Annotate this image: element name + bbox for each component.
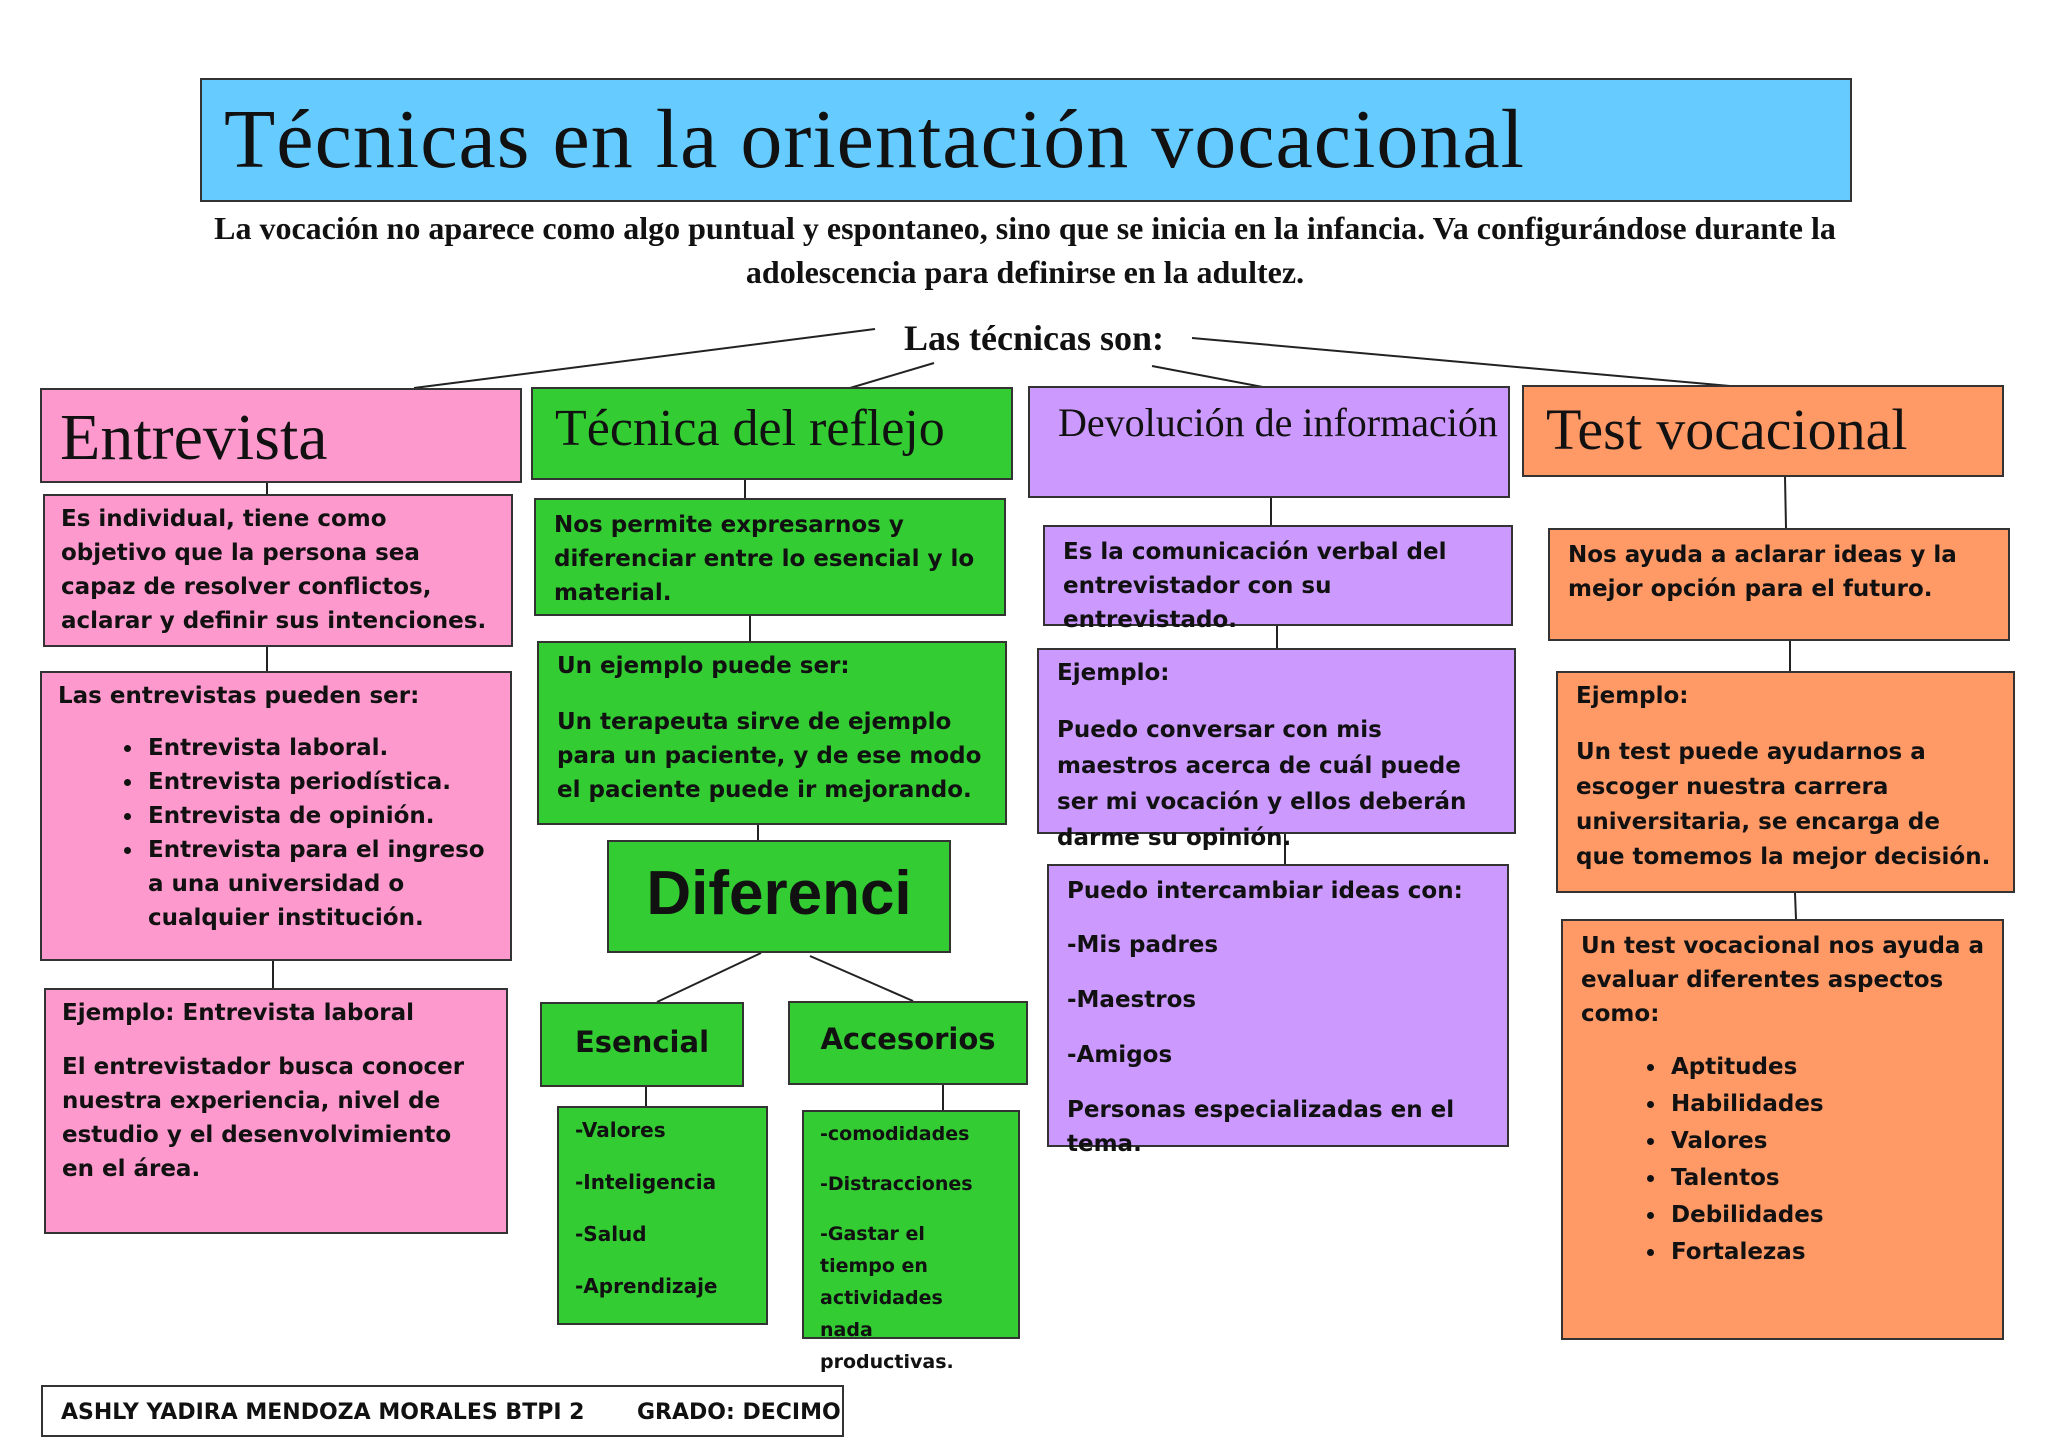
reflejo-example-box: [537, 641, 1007, 825]
accesorios-label: Accesorios: [820, 1022, 996, 1056]
list-item: • Habilidades: [1667, 1086, 1984, 1123]
test-definition-box: [1548, 528, 2010, 641]
reflejo-definition-box: [534, 498, 1006, 616]
list-item: -Inteligencia: [575, 1170, 717, 1194]
list-item: • Fortalezas: [1667, 1234, 1984, 1271]
esencial-items-box: [557, 1106, 768, 1325]
entrevista-header: [40, 388, 522, 483]
footer-grade: GRADO: DECIMO: [637, 1400, 841, 1425]
entrevista-example-text: El entrevistador busca conocer nuestra experiencia, nivel de estudio y el desenvolvimiento en el área.: [62, 1054, 465, 1182]
entrevista-types-box: [40, 671, 512, 961]
test-aspects-list: [1581, 1049, 1984, 1271]
test-header: [1522, 385, 2004, 477]
entrevista-definition-box: [43, 494, 513, 647]
devolucion-heading: Devolución de información: [1058, 400, 1498, 445]
techniques-label: Las técnicas son:: [904, 318, 1164, 358]
list-item: -Salud: [575, 1222, 647, 1246]
entrevista-example-title: Ejemplo: Entrevista laboral: [62, 1000, 415, 1026]
footer-author: ASHLY YADIRA MENDOZA MORALES BTPI 2: [61, 1400, 585, 1425]
list-item: -comodidades: [820, 1123, 970, 1145]
test-aspects-box: [1561, 919, 2004, 1340]
list-item: • Talentos: [1667, 1160, 1984, 1197]
test-aspects-intro: Un test vocacional nos ayuda a evaluar diferentes aspectos como:: [1581, 933, 1984, 1027]
list-item: • Entrevista periodística.: [144, 765, 494, 799]
list-item: • Entrevista de opinión.: [144, 799, 494, 833]
devolucion-exchange-box: [1047, 864, 1509, 1157]
test-example-box: [1556, 671, 2015, 893]
diferenci-label: Diferenci: [646, 859, 912, 928]
devolucion-definition-box: [1043, 525, 1513, 633]
devolucion-header: [1028, 386, 1510, 498]
list-item: Personas especializadas en el tema.: [1067, 1097, 1455, 1157]
test-example-title: Ejemplo:: [1576, 683, 1689, 709]
reflejo-example-title: Un ejemplo puede ser:: [557, 653, 850, 679]
devolucion-example-box: [1037, 648, 1516, 851]
list-item: -Distracciones: [820, 1173, 973, 1195]
devolucion-definition: Es la comunicación verbal del entrevistador con su entrevistado.: [1063, 539, 1447, 633]
reflejo-example-text: Un terapeuta sirve de ejemplo para un paciente, y de ese modo el paciente puede ir mejorando.: [557, 709, 982, 803]
list-item: • Entrevista laboral.: [144, 731, 494, 765]
diferenci-box: [607, 840, 951, 953]
test-definition: Nos ayuda a aclarar ideas y la mejor opción para el futuro.: [1568, 542, 1957, 602]
entrevista-types-intro: Las entrevistas pueden ser:: [58, 683, 420, 709]
test-example-text: Un test puede ayudarnos a escoger nuestra carrera universitaria, se encarga de que tomemos la mejor decisión.: [1576, 739, 1991, 870]
devolucion-exchange-intro: Puedo intercambiar ideas con:: [1067, 878, 1463, 904]
entrevista-types-list: [58, 731, 494, 935]
accesorios-items-box: [802, 1110, 1020, 1373]
list-item: • Debilidades: [1667, 1197, 1984, 1234]
footer-box: [41, 1385, 844, 1437]
list-item: -Valores: [575, 1118, 666, 1142]
test-heading: Test vocacional: [1546, 397, 1908, 462]
entrevista-definition: Es individual, tiene como objetivo que la persona sea capaz de resolver conflictos, aclarar y definir sus intenciones.: [61, 506, 487, 634]
devolucion-example-text: Puedo conversar con mis maestros acerca de cuál puede ser mi vocación y ellos deberán darme su opinión.: [1057, 717, 1467, 851]
list-item: -Amigos: [1067, 1042, 1173, 1068]
reflejo-header: [531, 387, 1013, 480]
list-item: • Entrevista para el ingreso a una universidad o cualquier institución.: [144, 833, 494, 935]
list-item: -Maestros: [1067, 987, 1197, 1013]
esencial-box: [540, 1002, 744, 1087]
list-item: • Valores: [1667, 1123, 1984, 1160]
entrevista-heading: Entrevista: [60, 401, 328, 474]
accesorios-box: [788, 1001, 1028, 1085]
reflejo-definition: Nos permite expresarnos y diferenciar entre lo esencial y lo material.: [554, 512, 975, 606]
devolucion-example-title: Ejemplo:: [1057, 660, 1170, 686]
list-item: -Mis padres: [1067, 932, 1219, 958]
list-item: -Gastar el tiempo en actividades nada productivas.: [820, 1223, 954, 1373]
intro-text: La vocación no aparece como algo puntual y espontaneo, sino que se inicia en la infancia. Va configurándose durante la adolescencia para definirse en la adultez.: [214, 210, 1836, 290]
reflejo-heading: Técnica del reflejo: [555, 400, 945, 457]
entrevista-example-box: [44, 988, 508, 1234]
title-banner: [200, 78, 1852, 202]
list-item: -Aprendizaje: [575, 1274, 718, 1298]
esencial-label: Esencial: [574, 1025, 710, 1059]
page-title: Técnicas en la orientación vocacional: [224, 93, 1526, 186]
list-item: • Aptitudes: [1667, 1049, 1984, 1086]
